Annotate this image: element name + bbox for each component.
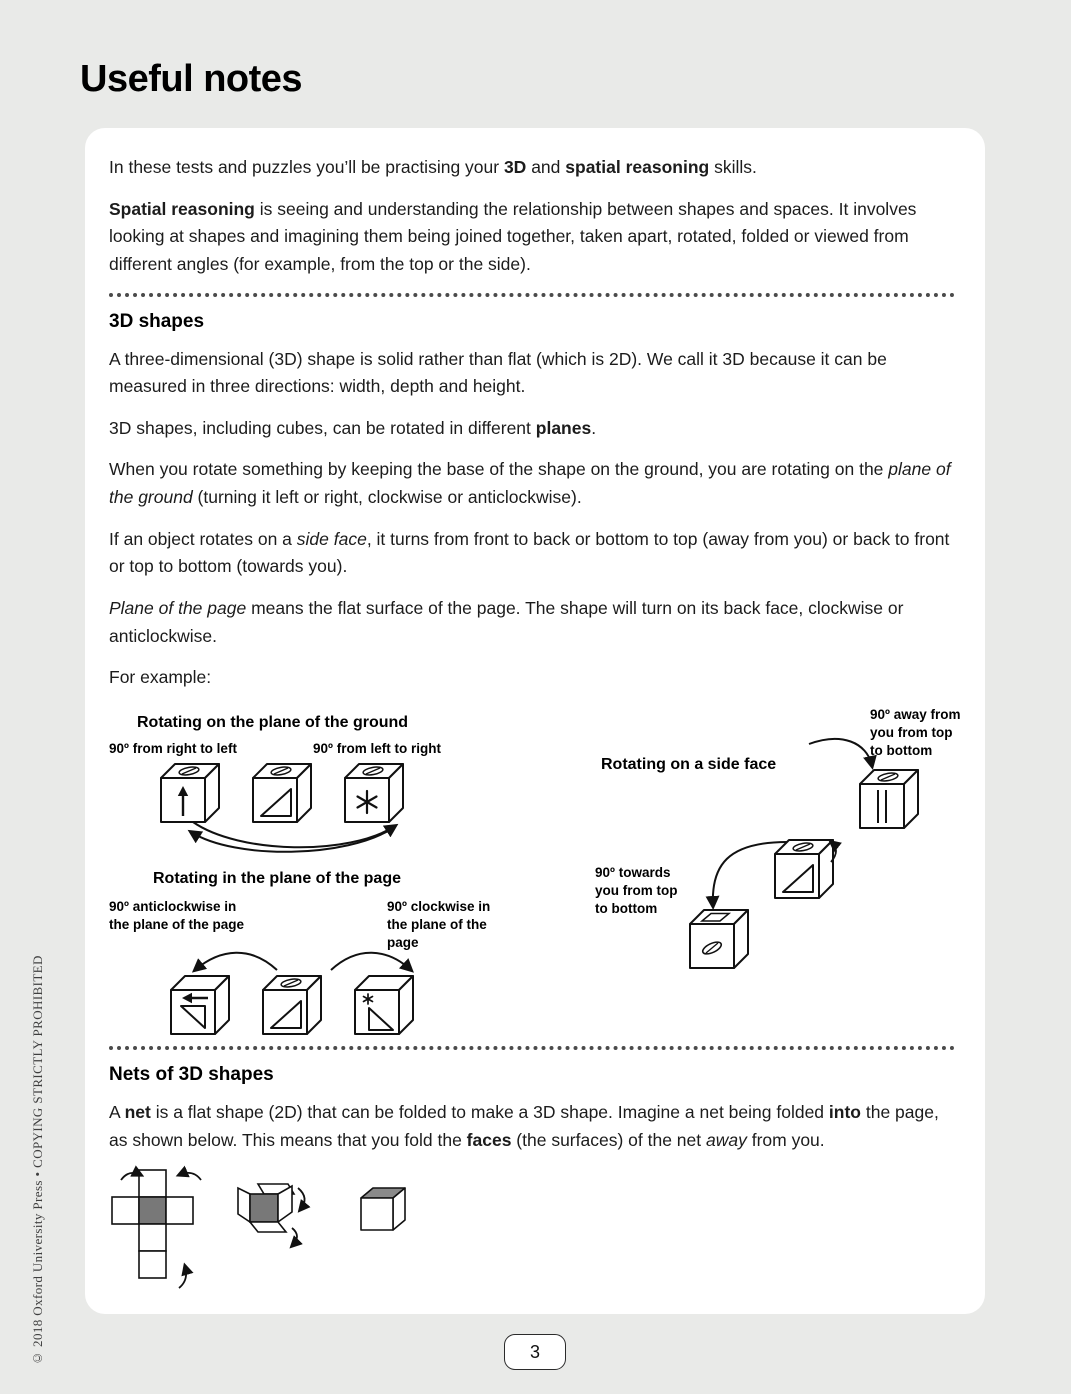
text-run: plane of the ground: [109, 459, 951, 508]
text-run: the page, as shown below. This means that you fold the: [109, 1101, 939, 1150]
ground-diagram-title: Rotating on the plane of the ground: [137, 713, 409, 731]
text-run: from you.: [746, 1129, 825, 1150]
text-run: planes: [535, 417, 592, 438]
shapes-paragraph-5: [109, 595, 957, 650]
cube-triangle-front: [253, 764, 311, 822]
text-run: 3D: [503, 157, 527, 177]
fold-arrow: [179, 1266, 186, 1288]
intro-paragraph-1: [109, 154, 957, 182]
text-run: faces: [466, 1129, 512, 1150]
for-example-label: For example:: [109, 667, 212, 688]
rotation-arrow-anticlockwise: [195, 953, 277, 970]
page-number: 3: [529, 1341, 540, 1362]
cube-asterisk-front: [345, 764, 403, 822]
copyright-sidebar: © 2018 Oxford University Press • COPYING STRICTLY PROHIBITED: [30, 955, 45, 1366]
ground-rotation-cubes: [149, 758, 444, 868]
page-number-badge: [504, 1334, 566, 1370]
rotation-arrow-clockwise: [331, 953, 411, 970]
text-run: spatial reasoning: [565, 157, 710, 177]
net-diagram-svg: [109, 1168, 439, 1298]
text-run: (the surfaces) of the net: [511, 1129, 706, 1150]
text-run: net: [124, 1101, 151, 1122]
cube-net: [112, 1170, 193, 1278]
text-run: away: [705, 1129, 747, 1150]
rotation-arrow-left-to-right: [193, 822, 395, 847]
cube-clockwise-result: [355, 976, 413, 1034]
side-label-towards: 90º towards you from top to bottom: [595, 864, 678, 916]
dotted-divider: [109, 293, 955, 297]
page-plane-label-anticlockwise: 90º anticlockwise in the plane of the page: [109, 898, 245, 932]
text-run: .: [591, 417, 597, 438]
text-run: If an object rotates on a: [109, 528, 297, 549]
shapes-paragraph-2: [109, 415, 957, 443]
text-run: means the flat surface of the page. The shape will turn on its back face, clockwise or anticlockwise.: [109, 598, 904, 646]
text-run: skills.: [709, 157, 757, 177]
dotted-divider: [109, 1046, 955, 1050]
text-run: Plane of the page: [109, 598, 247, 619]
section-heading-nets: Nets of 3D shapes: [109, 1063, 274, 1085]
text-run: A: [109, 1101, 125, 1122]
fold-arrow: [179, 1173, 201, 1180]
cube-rotated-away: [860, 770, 918, 828]
fold-arrow: [121, 1173, 141, 1180]
partially-folded-net: [238, 1184, 305, 1246]
shapes-paragraph-4: [109, 526, 957, 581]
page-title: Useful notes: [80, 58, 303, 100]
content-card: [85, 128, 985, 1314]
side-rotation-cubes: [579, 716, 979, 1011]
cube-rotated-towards: [690, 910, 748, 968]
text-run: Spatial reasoning: [109, 198, 255, 219]
ground-label-left-to-right: 90º from left to right: [313, 740, 441, 756]
text-run: side face: [296, 528, 367, 549]
text-run: into: [828, 1101, 861, 1122]
side-label-away: 90º away from you from top to bottom: [870, 706, 961, 758]
text-run: , it turns from front to back or bottom to top (away from you) or back to front or top to bottom (towards you).: [109, 528, 950, 577]
side-diagram-title: Rotating on a side face: [601, 755, 777, 773]
cube-arrow-front: [161, 764, 219, 822]
page-plane-rotation-cubes: [159, 942, 454, 1042]
folded-cube: [361, 1188, 405, 1230]
text-run: is seeing and understanding the relationship between shapes and spaces. It involves looking at shapes and imagining them being joined together, taken apart, rotated, folded or viewed from different angles (for example, from the top or the side).: [109, 198, 917, 274]
intro-paragraph-2: [109, 196, 957, 279]
shapes-paragraph-3: [109, 456, 957, 511]
cube-start-position: [263, 976, 321, 1034]
cube-anticlockwise-result: [171, 976, 229, 1034]
text-run: 3D shapes, including cubes, can be rotated in different: [109, 417, 536, 438]
cube-start-position: [775, 840, 833, 898]
text-run: In these tests and puzzles you’ll be practising your: [109, 157, 504, 177]
section-heading-3d-shapes: 3D shapes: [109, 310, 205, 332]
text-run: When you rotate something by keeping the base of the shape on the ground, you are rotating on the: [109, 459, 889, 480]
text-run: and: [526, 157, 566, 177]
page-plane-label-clockwise: 90º clockwise in the plane of the page: [387, 898, 491, 950]
ground-label-right-to-left: 90º from right to left: [109, 740, 237, 756]
rotation-diagrams: [109, 706, 961, 1044]
shapes-paragraph-1: A three-dimensional (3D) shape is solid rather than flat (which is 2D). We call it 3D because it can be measured in three directions: width, depth and height.: [109, 348, 887, 397]
rotation-arrow-away: [809, 739, 872, 766]
text-run: is a flat shape (2D) that can be folded to make a 3D shape. Imagine a net being folded: [150, 1101, 829, 1122]
text-run: (turning it left or right, clockwise or anticlockwise).: [192, 487, 582, 508]
net-folding-diagram: [109, 1168, 957, 1300]
page-plane-diagram-title: Rotating in the plane of the page: [153, 869, 401, 887]
nets-paragraph: [109, 1099, 957, 1154]
